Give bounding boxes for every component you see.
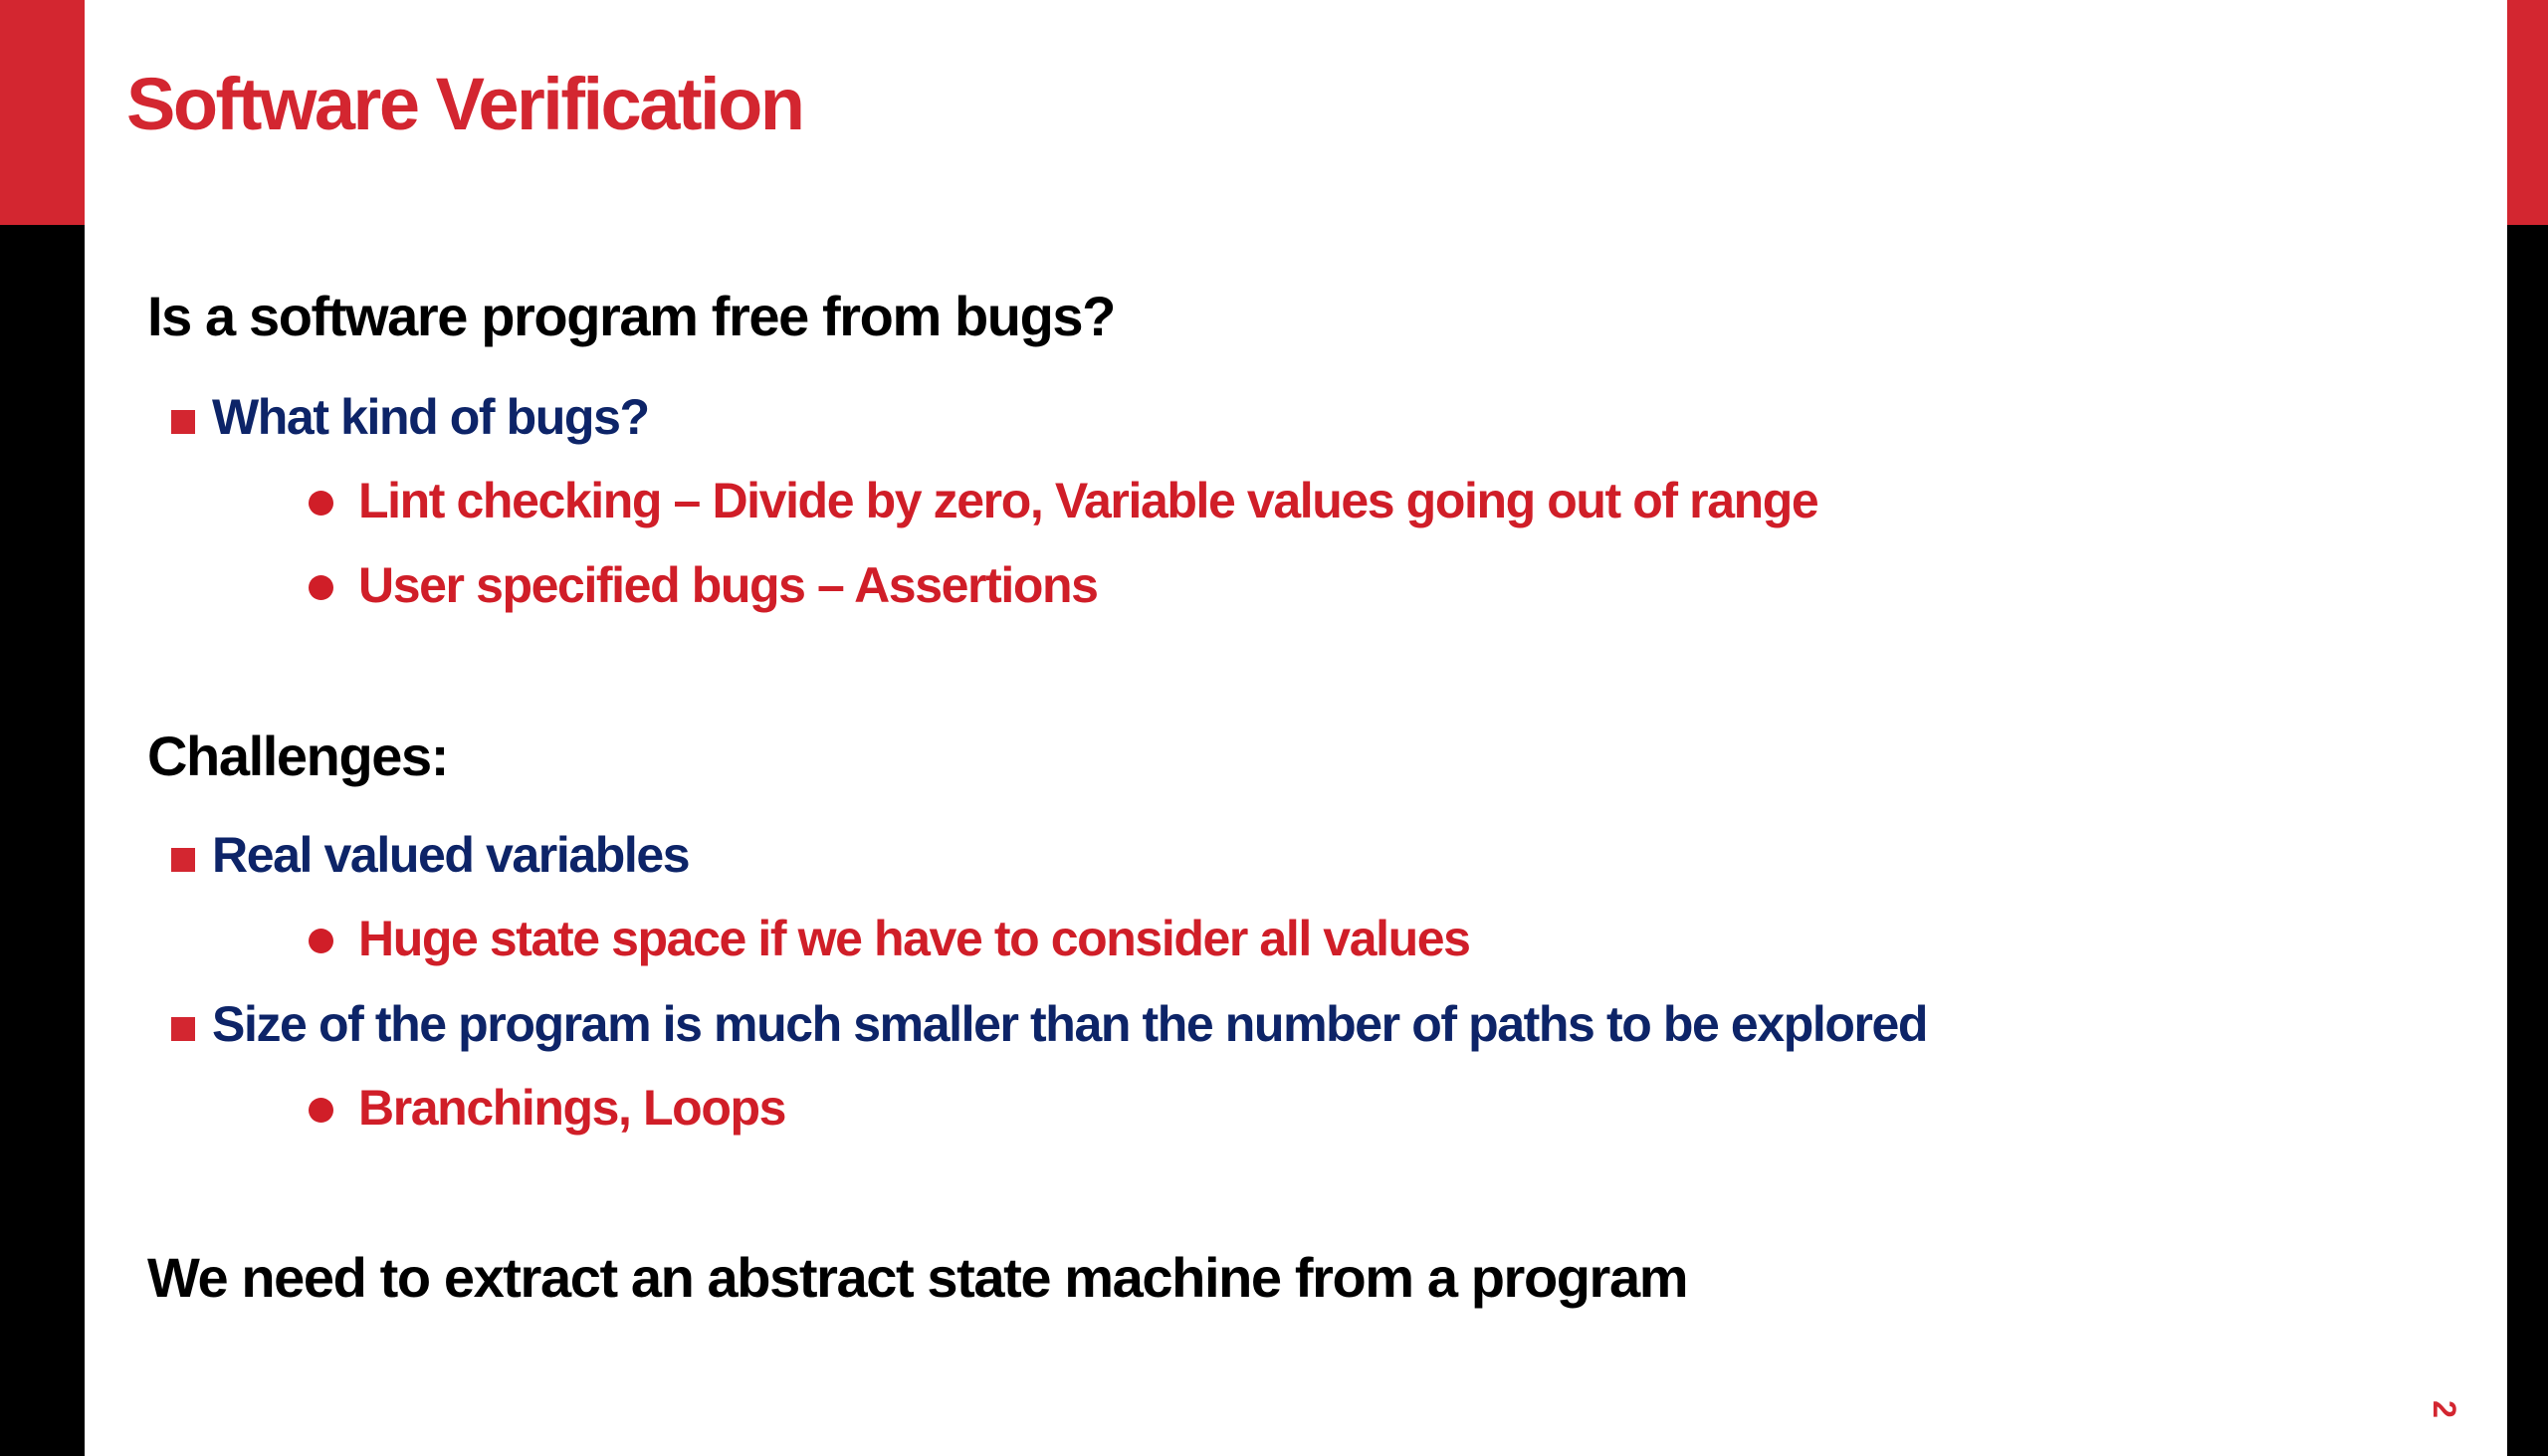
slide-content-area bbox=[85, 0, 2507, 1456]
round-bullet-icon bbox=[309, 491, 333, 516]
sub-bullet-bug-kinds bbox=[212, 389, 649, 445]
round-bullet-icon bbox=[309, 575, 333, 600]
sub-bullet-text: Real valued variables bbox=[212, 827, 690, 883]
detail-bullet-text: User specified bugs – Assertions bbox=[358, 557, 1098, 613]
right-accent-block bbox=[2507, 0, 2548, 225]
round-bullet-icon bbox=[309, 1098, 333, 1123]
detail-bullet-branchings bbox=[358, 1080, 786, 1136]
section-heading-bugs: Is a software program free from bugs? bbox=[147, 285, 1115, 347]
section-heading-challenges: Challenges: bbox=[147, 725, 449, 787]
detail-bullet-text: Branchings, Loops bbox=[358, 1080, 786, 1136]
left-accent-block bbox=[0, 0, 85, 225]
detail-bullet-state-space bbox=[358, 911, 1470, 966]
detail-bullet-lint-checking bbox=[358, 473, 1818, 528]
square-bullet-icon bbox=[171, 1017, 195, 1041]
round-bullet-icon bbox=[309, 929, 333, 953]
slide-title: Software Verification bbox=[126, 63, 803, 145]
detail-bullet-text: Huge state space if we have to consider all values bbox=[358, 911, 1470, 966]
section-heading-conclusion: We need to extract an abstract state machine from a program bbox=[147, 1246, 1688, 1309]
sub-bullet-text: What kind of bugs? bbox=[212, 389, 649, 445]
sub-bullet-real-valued bbox=[212, 827, 690, 883]
page-number: 2 bbox=[2426, 1400, 2462, 1418]
square-bullet-icon bbox=[171, 848, 195, 872]
detail-bullet-text: Lint checking – Divide by zero, Variable values going out of range bbox=[358, 473, 1818, 528]
detail-bullet-user-bugs bbox=[358, 557, 1098, 613]
sub-bullet-program-size bbox=[212, 996, 1928, 1052]
sub-bullet-text: Size of the program is much smaller than the number of paths to be explored bbox=[212, 996, 1928, 1052]
square-bullet-icon bbox=[171, 410, 195, 434]
